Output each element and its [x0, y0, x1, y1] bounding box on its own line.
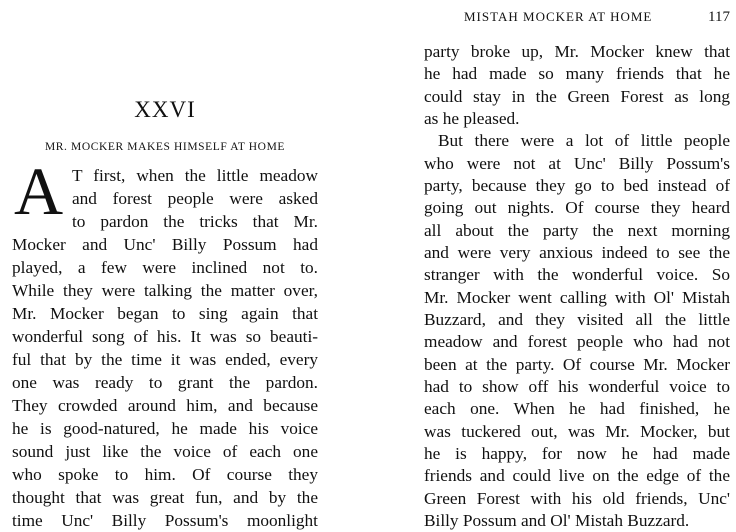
- chapter-title: MR. MOCKER MAKES HIMSELF AT HOME: [44, 141, 286, 153]
- text-line: meadow and forest people who had not: [424, 332, 730, 352]
- text-line: and were very anxious indeed to see the: [424, 243, 730, 262]
- page-number: 117: [708, 9, 730, 25]
- text-line: all about the party the next morning: [424, 220, 730, 240]
- text-line: been at the party. Of course Mr. Mocker: [424, 354, 730, 374]
- drop-cap: A: [14, 153, 64, 229]
- text-line: as he pleased.: [424, 109, 520, 128]
- text-line: Billy Possum and Ol' Mistah Buzzard.: [424, 511, 690, 530]
- text-line: had to show off his wonderful voice to: [424, 377, 730, 396]
- text-line: While they were talking the matter over,: [12, 281, 318, 300]
- text-line: and forest people were asked: [72, 189, 318, 208]
- text-line: to pardon the tricks that Mr.: [72, 212, 318, 231]
- text-line: Green Forest with his old friends, Unc': [424, 488, 730, 508]
- text-line: could stay in the Green Forest as long: [424, 86, 730, 106]
- text-line: he is happy, for now he had made: [424, 444, 730, 463]
- text-line: Mr. Mocker began to sing again that: [12, 304, 318, 323]
- text-line: sound just like the voice of each one: [12, 442, 318, 461]
- text-line: party broke up, Mr. Mocker knew that: [424, 42, 730, 61]
- text-line: he is good-natured, he made his voice: [12, 419, 318, 438]
- text-line: who were not at Unc' Billy Possum's: [424, 153, 730, 173]
- text-line: each one. When he had finished, he: [424, 399, 730, 419]
- running-head-title: MISTAH MOCKER AT HOME: [464, 9, 653, 24]
- chapter-number: XXVI: [134, 97, 196, 122]
- text-line: was tuckered out, was Mr. Mocker, but: [424, 421, 730, 441]
- text-line: who spoke to him. Of course they: [12, 465, 318, 484]
- text-line: going out nights. Of course they heard: [424, 198, 730, 218]
- text-line: T first, when the little meadow: [72, 166, 318, 185]
- text-line: thought that was great fun, and by the: [12, 488, 318, 507]
- text-line: They crowded around him, and because: [12, 396, 318, 415]
- text-line: ful that by the time it was ended, every: [12, 350, 318, 369]
- text-line: Mr. Mocker went calling with Ol' Mistah: [424, 287, 730, 307]
- text-line: Buzzard, and they visited all the little: [424, 310, 730, 329]
- text-line: time Unc' Billy Possum's moonlight: [12, 511, 318, 530]
- text-line: party, because they go to bed instead of: [424, 176, 730, 195]
- text-line: he had made so many friends that he: [424, 64, 730, 84]
- text-line: wonderful song of his. It was so beauti-: [12, 327, 318, 346]
- text-line: one was ready to grant the pardon.: [12, 373, 318, 392]
- right-page: [424, 0, 730, 532]
- text-line: stranger with the wonderful voice. So: [424, 265, 730, 285]
- running-head: [464, 6, 730, 28]
- text-line: friends and could live on the edge of the: [424, 466, 730, 486]
- left-page: [12, 0, 318, 532]
- text-line: But there were a lot of little people: [438, 131, 730, 151]
- text-line: Mocker and Unc' Billy Possum had: [12, 235, 318, 254]
- text-line: played, a few were inclined not to.: [12, 258, 318, 277]
